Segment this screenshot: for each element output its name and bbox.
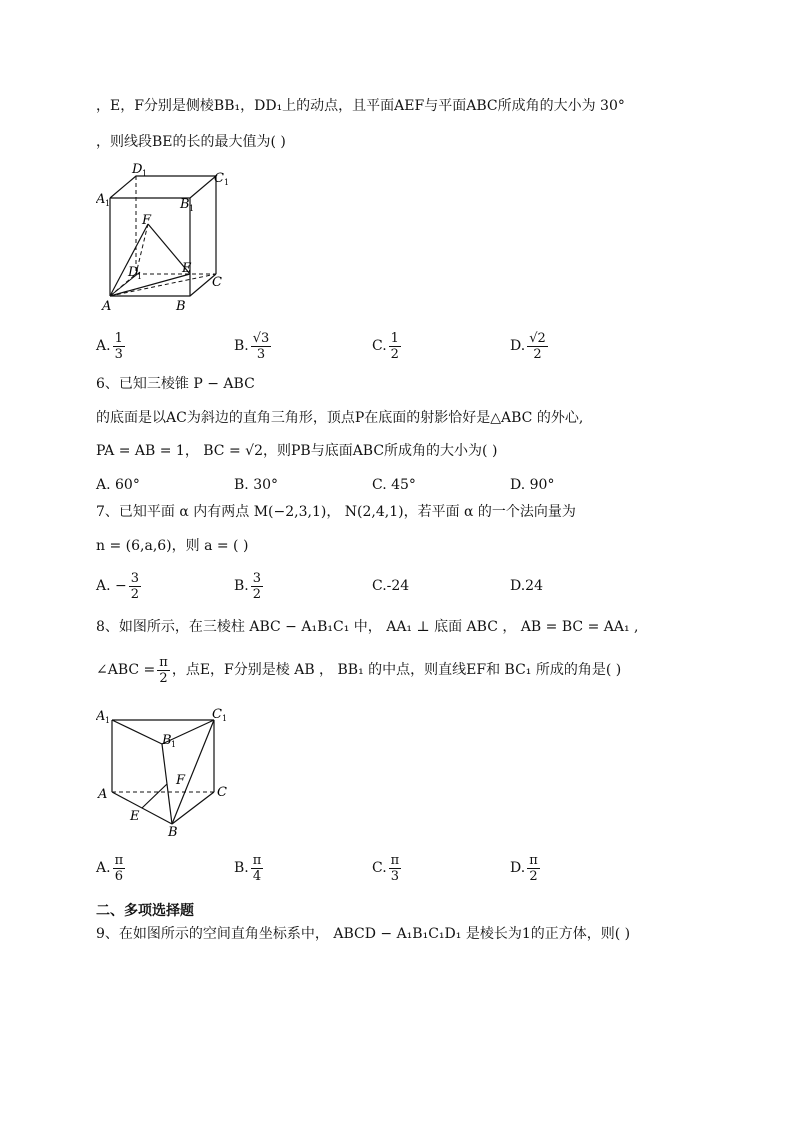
label-D1: D [132, 162, 143, 177]
label-F: F [142, 213, 152, 228]
section-heading: 二、多项选择题 [96, 903, 194, 919]
q5-line1: ，E，F分别是侧棱BB₁，DD₁上的动点，且平面AEF与平面ABC所成角的大小为 30° [96, 98, 625, 114]
q6-options [96, 465, 696, 505]
svg-text:1: 1 [171, 740, 177, 749]
q7-line2: n = (6,a,6)，则 a = ( ) [96, 538, 249, 554]
svg-text:1: 1 [222, 714, 228, 723]
q7-option-c[interactable]: C.-24 [372, 578, 410, 594]
label-D: D [128, 265, 139, 280]
q9-line1: 9、在如图所示的空间直角坐标系中， ABCD − A₁B₁C₁D₁ 是棱长为1的正方体，则( ) [96, 926, 631, 942]
q8-prism-figure [96, 702, 236, 842]
label-F: F [176, 773, 186, 788]
label-C1: C [214, 171, 224, 186]
q5-options [96, 326, 696, 366]
label-E: E [182, 261, 192, 276]
label-C: C [212, 275, 222, 290]
q6-option-a[interactable]: A. 60° [96, 477, 140, 493]
q8-line1: 8、如图所示，在三棱柱 ABC − A₁B₁C₁ 中， AA₁ ⊥ 底面 ABC ， AB = BC = AA₁ , [96, 619, 639, 635]
svg-text:1: 1 [137, 272, 143, 281]
svg-text:1: 1 [224, 178, 230, 187]
q6-option-b[interactable]: B. 30° [234, 477, 279, 493]
q5-option-d[interactable]: D. $\frac{√2}{2}$ [510, 330, 546, 362]
q5-cube-figure [96, 162, 236, 312]
label-A: A [98, 787, 108, 802]
label-C1: C [212, 707, 222, 722]
label-C: C [217, 785, 227, 800]
svg-text:1: 1 [189, 204, 195, 213]
label-A1: A [96, 709, 106, 724]
q6-line1: 6、已知三棱锥 P − ABC [96, 376, 255, 392]
label-A: A [102, 299, 112, 312]
q8-option-b[interactable]: B. $\frac{\pi}{4}$ [234, 852, 262, 884]
q6-option-d[interactable]: D. 90° [510, 477, 555, 493]
svg-text:1: 1 [142, 169, 148, 178]
q6-line3: PA = AB = 1， BC = √2，则PB与底面ABC所成角的大小为( ) [96, 443, 498, 459]
q7-option-a[interactable]: A. − $\frac{3}{2}$ [96, 570, 140, 602]
q5-option-b[interactable]: B. $\frac{√3}{3}$ [234, 330, 270, 362]
label-E: E [130, 809, 140, 824]
q8-option-d[interactable]: D. $\frac{\pi}{2}$ [510, 852, 538, 884]
q7-options [96, 566, 696, 606]
q5-line2: ，则线段BE的长的最大值为( ) [96, 134, 286, 150]
label-B: B [176, 299, 186, 312]
q7-line1: 7、已知平面 α 内有两点 M(−2,3,1)， N(2,4,1)，若平面 α 的一个法向量为 [96, 504, 576, 520]
q5-option-a[interactable]: A. $\frac{1}{3}$ [96, 330, 123, 362]
label-B1: B [180, 197, 190, 212]
q7-option-d[interactable]: D.24 [510, 578, 543, 594]
q8-options [96, 848, 696, 888]
q5-option-c[interactable]: C. $\frac{1}{2}$ [372, 330, 399, 362]
label-B1: B [162, 733, 172, 748]
q7-option-b[interactable]: B. $\frac{3}{2}$ [234, 570, 262, 602]
q8-option-c[interactable]: C. $\frac{\pi}{3}$ [372, 852, 400, 884]
q6-option-c[interactable]: C. 45° [372, 477, 416, 493]
label-B: B [168, 825, 178, 840]
q8-option-a[interactable]: A. $\frac{\pi}{6}$ [96, 852, 124, 884]
label-A1: A [96, 192, 106, 207]
svg-text:1: 1 [105, 716, 111, 725]
svg-text:1: 1 [105, 199, 111, 208]
q8-line2: ∠ABC = $\frac{\pi}{2}$ ，点E，F分别是棱 AB ， BB₁ 的中点，则直线EF和 BC₁ 所成的角是( ) [96, 654, 622, 686]
q6-line2: 的底面是以AC为斜边的直角三角形，顶点P在底面的射影恰好是△ABC 的外心, [96, 410, 584, 426]
